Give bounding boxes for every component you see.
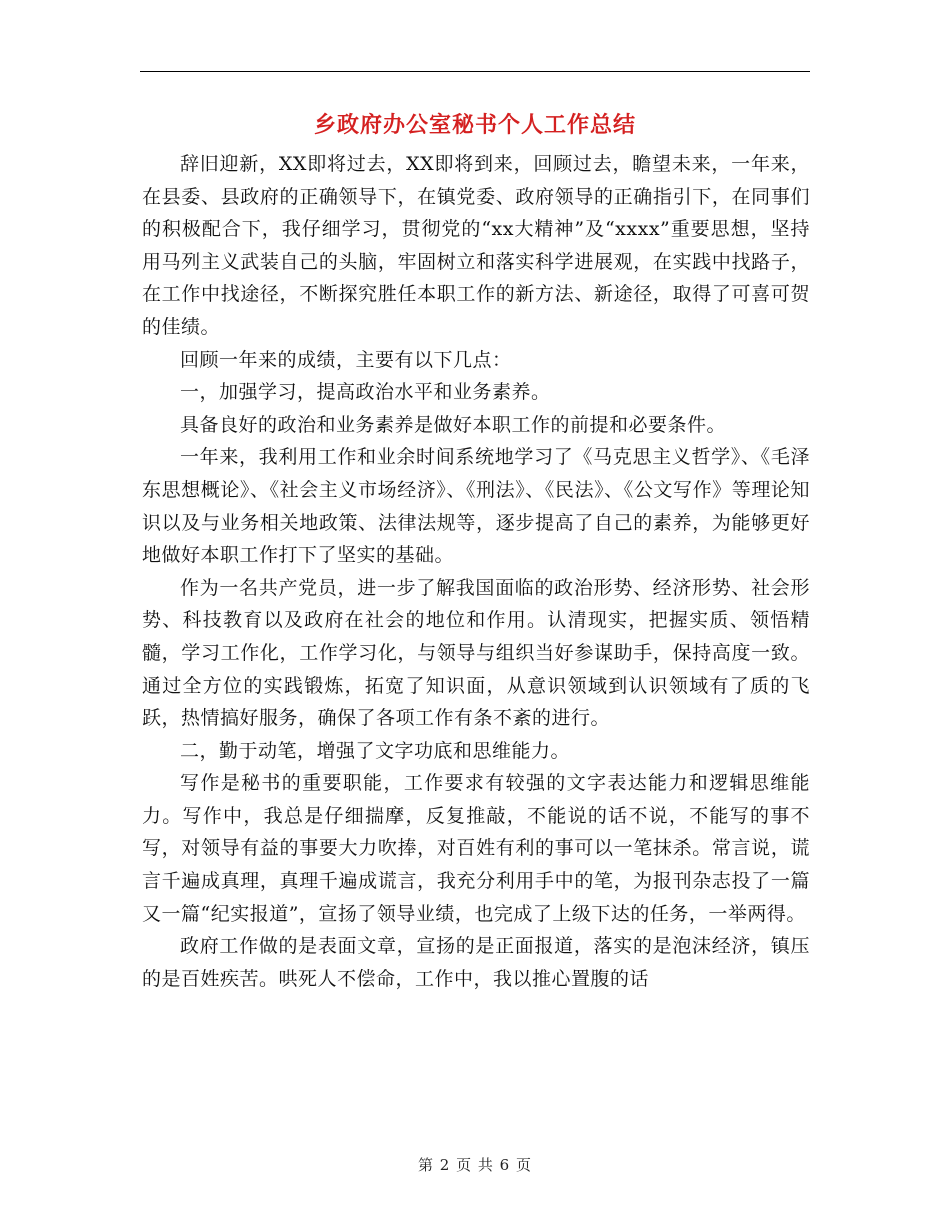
page-number: 第 2 页 共 6 页 <box>418 1156 532 1174</box>
paragraph: 辞旧迎新，XX即将过去，XX即将到来，回顾过去，瞻望未来，一年来，在县委、县政府的正确领导下，在镇党委、政府领导的正确指引下，在同事们的积极配合下，我仔细学习，贯彻党的“xx大精神”及“xxxx”重要思想，坚持用马列主义武装自己的头脑，牢固树立和落实科学进展观，在实践中找路子，在工作中找途径，不断探究胜任本职工作的新方法、新途径，取得了可喜可贺的佳绩。 <box>142 153 810 338</box>
paragraph: 政府工作做的是表面文章，宣扬的是正面报道，落实的是泡沫经济，镇压的是百姓疾苦。哄死人不偿命，工作中，我以推心置腹的话 <box>142 935 810 990</box>
paragraph: 回顾一年来的成绩，主要有以下几点： <box>180 348 512 371</box>
paragraph: 具备良好的政治和业务素养是做好本职工作的前提和必要条件。 <box>180 413 727 436</box>
document-title: 乡政府办公室秘书个人工作总结 <box>313 112 636 138</box>
paragraph: 作为一名共产党员，进一步了解我国面临的政治形势、经济形势、社会形势、科技教育以及政府在社会的地位和作用。认清现实，把握实质、领悟精髓，学习工作化，工作学习化，与领导与组织当好参谋助手，保持高度一致。通过全方位的实践锻炼，拓宽了知识面，从意识领域到认识领域有了质的飞跃，热情搞好服务，确保了各项工作有条不紊的进行。 <box>142 576 810 730</box>
header-rule <box>140 71 810 72</box>
section-heading: 一，加强学习，提高政治水平和业务素养。 <box>180 381 551 404</box>
paragraph: 一年来，我利用工作和业余时间系统地学习了《马克思主义哲学》、《毛泽东思想概论》、《社会主义市场经济》、《刑法》、《民法》、《公文写作》等理论知识以及与业务相关地政策、法律法规等，逐步提高了自己的素养，为能够更好地做好本职工作打下了坚实的基础。 <box>142 446 810 567</box>
document-body <box>142 148 810 995</box>
paragraph: 写作是秘书的重要职能，工作要求有较强的文字表达能力和逻辑思维能力。写作中，我总是仔细揣摩，反复推敲，不能说的话不说，不能写的事不写，对领导有益的事要大力吹捧，对百姓有利的事可以一笔抹杀。常言说，谎言千遍成真理，真理千遍成谎言，我充分利用手中的笔，为报刊杂志投了一篇又一篇“纪实报道”，宣扬了领导业绩，也完成了上级下达的任务，一举两得。 <box>142 772 810 925</box>
section-heading: 二，勤于动笔，增强了文字功底和思维能力。 <box>180 739 571 762</box>
